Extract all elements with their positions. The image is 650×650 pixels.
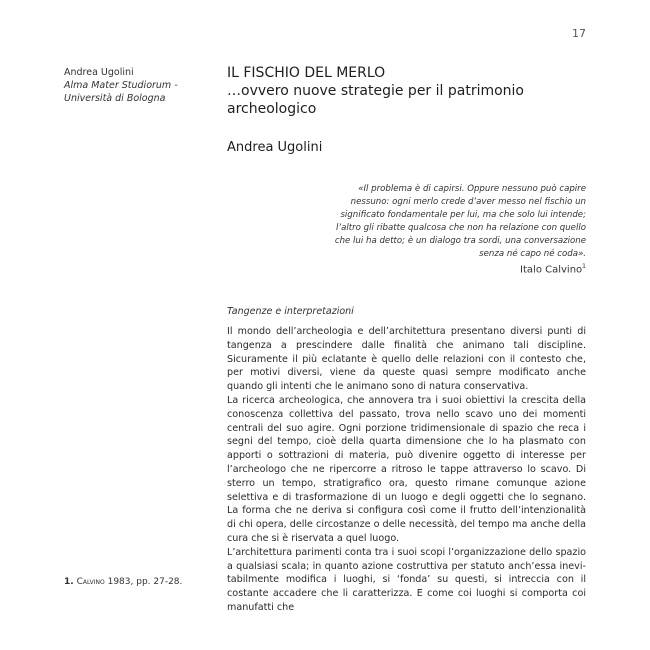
byline: Andrea Ugolini xyxy=(227,140,323,155)
sidebar-institution-line1: Alma Mater Studiorum - xyxy=(64,80,178,91)
footnote-marker: 1 xyxy=(582,263,586,270)
epigraph-attribution xyxy=(430,263,586,275)
article-title xyxy=(227,64,587,118)
footnote xyxy=(64,577,214,587)
epigraph-quote: «Il problema è di capirsi. Oppure nessuno può capire nessuno: ogni merlo crede d’aver messo nel fischio un significato fondamentale per lui, ma che solo lui intende; l’altro gli ribatte qualcosa che non ha relazione con quello che lui ha detto; è un dialogo tra sordi, una conversazione senza né capo né coda». xyxy=(334,184,586,259)
footnote-number: 1. xyxy=(64,577,74,587)
title-subtitle-line2: archeologico xyxy=(227,101,317,117)
epigraph-author: Italo Calvino xyxy=(520,264,583,276)
footnote-author: Calvino xyxy=(76,577,105,587)
section-heading: Tangenze e interpretazioni xyxy=(227,306,354,317)
paragraph-3: L’architettura parimenti conta tra i suoi scopi l’organizzazione dello spazio a qualsiasi scala; in quanto azione costruttiva per statuto anch’essa inevitabilmente modifica i luoghi, si ‘fonda’ su questi, si intreccia con il costante accadere che li caratterizza. E come coi luoghi si comporta coi manufatti che xyxy=(227,546,586,613)
author-affiliation xyxy=(64,66,204,105)
paragraph-2: La ricerca archeologica, che annovera tra i suoi obiettivi la crescita della conoscenza collettiva del passato, trova nello scavo uno dei momenti centrali del suo agire. Ogni porzione tridimensionale di spazio che reca i segni del tempo, cioè della quarta dimensione che lo ha plasmato con apporti o sottrazioni di materia, può divenire oggetto di interesse per l’archeologo che ne ripercorre a ritroso le tappe attraverso lo scavo. Di sterro un tempo, stratigrafico ora, questo rimane comunque azione selettiva e di trasformazione di un luogo e degli oggetti che lo segnano. La forma che ne deriva si configura così come il frutto dell’intenzionalità di chi opera, delle circostanze o delle necessità, del tempo ma anche della cura che si è riservata a quel luogo. xyxy=(227,394,586,544)
sidebar-institution-line2: Università di Bologna xyxy=(64,93,166,104)
body-text xyxy=(227,325,586,615)
sidebar-author-name: Andrea Ugolini xyxy=(64,67,134,78)
footnote-citation: 1983, pp. 27-28. xyxy=(107,577,183,587)
paragraph-1: Il mondo dell’archeologia e dell’architettura presentano diversi punti di tangenza a prescindere dalle finalità che animano tali discipline. Sicuramente il più eclatante è quello delle relazioni con il contesto che, per motivi diversi, viene da queste quasi sempre modificato anche quando gli intenti che le animano sono di natura conservativa. xyxy=(227,326,586,393)
title-main: IL FISCHIO DEL MERLO xyxy=(227,65,386,81)
title-subtitle-line1: …ovvero nuove strategie per il patrimonio xyxy=(227,83,525,99)
page-number: 17 xyxy=(572,27,586,40)
